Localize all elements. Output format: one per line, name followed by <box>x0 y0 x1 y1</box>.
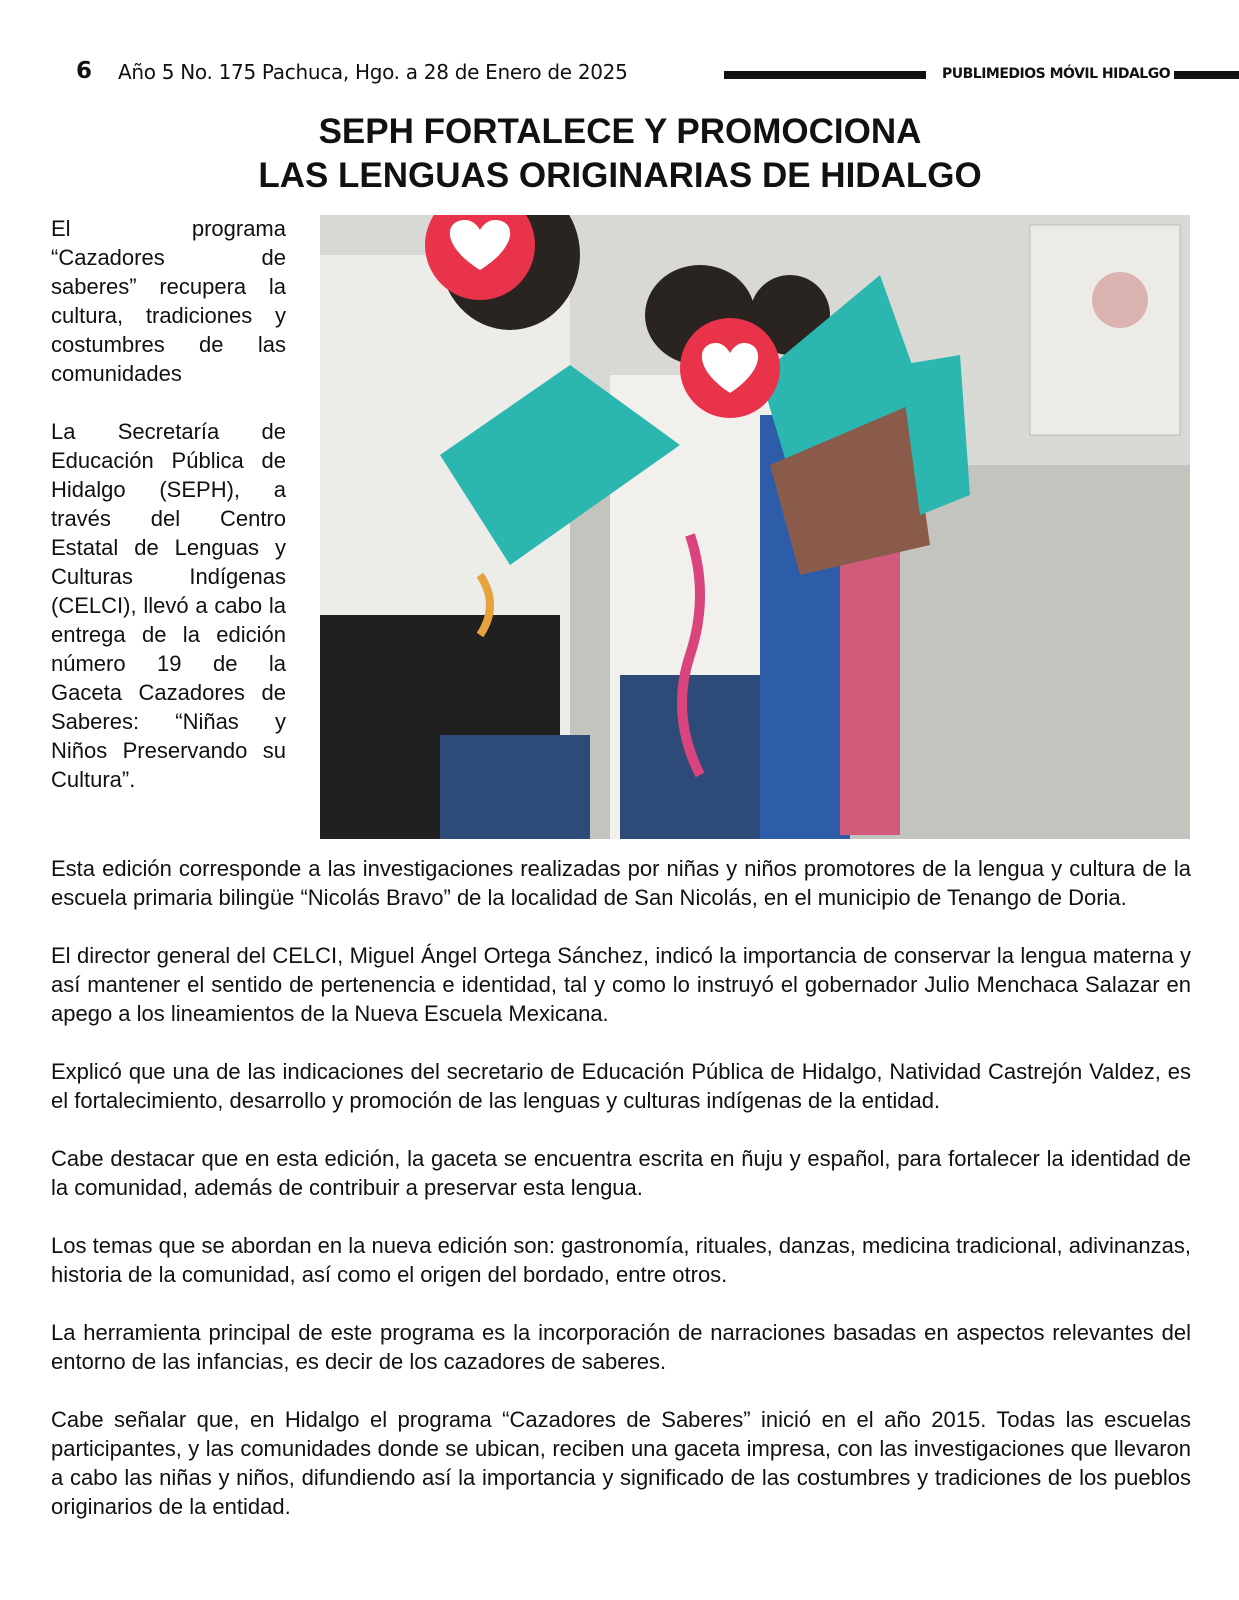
body-paragraph: Explicó que una de las indicaciones del secretario de Educación Pública de Hidalgo, Natividad Castrejón Valdez, es el fortalecimiento, desarrollo y promoción de las lenguas y culturas indígenas de la entidad. <box>51 1059 1191 1113</box>
article-body <box>51 854 1191 1550</box>
issue-dateline: Año 5 No. 175 Pachuca, Hgo. a 28 de Enero de 2025 <box>118 60 628 84</box>
article-headline <box>40 110 1200 198</box>
wall-banner-logo <box>1092 272 1148 328</box>
lead-paragraph: La Secretaría de Educación Pública de Hidalgo (SEPH), a través del Centro Estatal de Lenguas y Culturas Indígenas (CELCI), llevó a cabo la entrega de la edición número 19 de la Gaceta Cazadores de Saberes: “Niñas y Niños Preservando su Cultura”. <box>51 419 286 792</box>
header-rule-left <box>724 71 926 79</box>
body-paragraph: El director general del CELCI, Miguel Ángel Ortega Sánchez, indicó la importancia de conservar la lengua materna y así mantener el sentido de pertenencia e identidad, tal y como lo instruyó el gobernador Julio Menchaca Salazar en apego a los lineamientos de la Nueva Escuela Mexicana. <box>51 943 1191 1026</box>
body-paragraph: Los temas que se abordan en la nueva edición son: gastronomía, rituales, danzas, medicina tradicional, adivinanzas, historia de la comunidad, así como el origen del bordado, entre otros. <box>51 1233 1191 1287</box>
photo-illustration <box>320 215 1190 839</box>
lead-column <box>51 214 286 823</box>
publication-brand: PUBLIMEDIOS MÓVIL HIDALGO <box>942 66 1171 82</box>
body-paragraph: Esta edición corresponde a las investigaciones realizadas por niñas y niños promotores de la lengua y cultura de la escuela primaria bilingüe “Nicolás Bravo” de la localidad de San Nicolás, en el municipio de Tenango de Doria. <box>51 856 1191 910</box>
page-header <box>76 58 1239 90</box>
child-1-jeans <box>440 735 590 839</box>
heart-emoji-icon <box>680 318 780 418</box>
page-number: 6 <box>76 58 93 84</box>
body-paragraph: Cabe señalar que, en Hidalgo el programa “Cazadores de Saberes” inició en el año 2015. Todas las escuelas participantes, y las comunidades donde se ubican, reciben una gaceta impresa, con las investigaciones que llevaron a cabo las niñas y niños, difundiendo así la importancia y significado de las costumbres y tradiciones de los pueblos originarios de la entidad. <box>51 1407 1191 1519</box>
article-photo <box>320 215 1190 839</box>
lead-paragraph: El programa “Cazadores de saberes” recupera la cultura, tradiciones y costumbres de las comunidades <box>51 216 286 386</box>
headline-line-2: LAS LENGUAS ORIGINARIAS DE HIDALGO <box>258 156 982 195</box>
body-paragraph: Cabe destacar que en esta edición, la gaceta se encuentra escrita en ñuju y español, para fortalecer la identidad de la comunidad, además de contribuir a preservar esta lengua. <box>51 1146 1191 1200</box>
header-rule-right <box>1174 71 1239 79</box>
body-paragraph: La herramienta principal de este programa es la incorporación de narraciones basadas en aspectos relevantes del entorno de las infancias, es decir de los cazadores de saberes. <box>51 1320 1191 1374</box>
headline-line-1: SEPH FORTALECE Y PROMOCIONA <box>318 112 922 151</box>
wall-banner <box>1030 225 1180 435</box>
